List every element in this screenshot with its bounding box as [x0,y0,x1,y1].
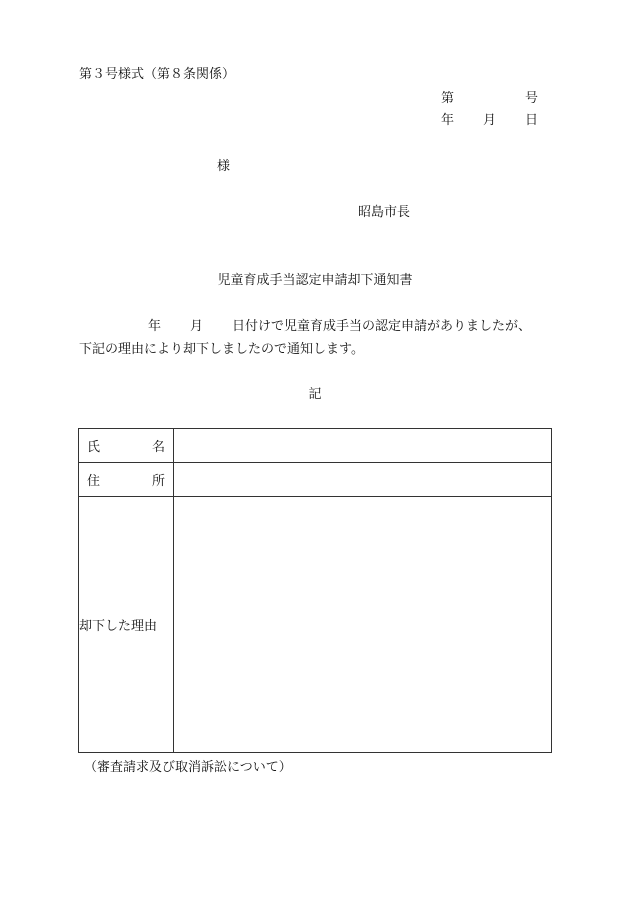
table-row-name [79,429,552,463]
reason-label-cell: 却下した理由 [79,497,174,753]
table-row-address [79,463,552,497]
sender: 昭島市長 [358,205,411,220]
issue-number-suffix: 号 [525,91,539,106]
issue-date-day: 日 [525,113,539,128]
address-value-cell[interactable] [174,463,552,497]
body-month: 月 [190,319,204,334]
document-title: 児童育成手当認定申請却下通知書 [217,273,413,288]
form-number: 第３号様式（第８条関係） [79,67,236,82]
address-label-1: 住 [87,474,101,489]
address-label-2: 所 [151,474,165,489]
name-label-cell [79,429,174,463]
name-label-2: 名 [151,440,165,455]
name-label-1: 氏 [87,440,101,455]
body-line-2: 下記の理由により却下しましたので通知します。 [79,342,364,357]
body-line-1-rest: 日付けで児童育成手当の認定申請がありましたが、 [232,319,532,334]
table-row-reason [79,497,552,753]
details-table [78,428,552,753]
ki-heading: 記 [308,387,322,402]
reason-value-cell[interactable] [174,497,552,753]
issue-date-year: 年 [441,113,455,128]
name-value-cell[interactable] [174,429,552,463]
issue-number [441,91,539,107]
issue-date-month: 月 [483,113,497,128]
body-year: 年 [148,319,162,334]
address-label-cell [79,463,174,497]
issue-number-prefix: 第 [441,91,455,106]
footer-note: （審査請求及び取消訴訟について） [84,760,292,775]
addressee: 様 [217,159,231,174]
